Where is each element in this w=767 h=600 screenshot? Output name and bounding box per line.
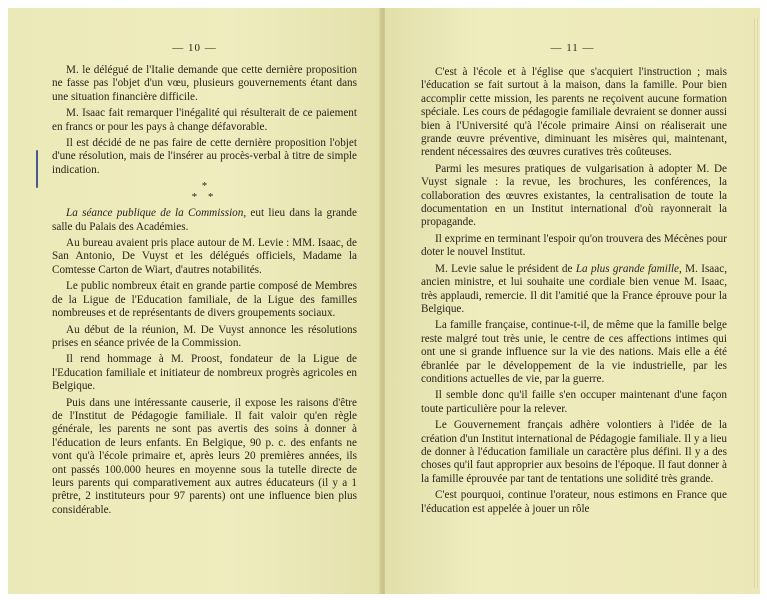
paragraph: Il est décidé de ne pas faire de cette dernière proposition l'objet d'une résolution, mais de l'insérer au procès-verbal à titre de simple indication. (52, 137, 357, 176)
paragraph (421, 263, 727, 317)
paragraph (52, 207, 357, 234)
paragraph: Parmi les mesures pratiques de vulgarisation à adopter M. De Vuyst signale : la revue, les brochures, les conférences, la collaboration des œuvres existantes, la centralisation de toute la documentation en un Institut international d'où rayonnerait la propagande. (421, 162, 727, 229)
paragraph: Au début de la réunion, M. De Vuyst annonce les résolutions prises en séance privée de la Commission. (52, 323, 357, 349)
paragraph-text: eut lieu dans la grande salle du Palais des Académies. (52, 207, 357, 233)
paragraph-text: M. Levie salue le président de (435, 262, 576, 275)
right-page-body (421, 66, 727, 519)
left-page-body (52, 64, 357, 520)
paragraph: Puis dans une intéressante causerie, il expose les raisons d'être de l'Institut de Pédagogie familiale. Il fait valoir qu'en règle générale, les parents ne sont pas avertis des soins à donner à l'éducation de leurs enfants. En Belgique, 90 p. c. des enfants ne vont qu'à l'école primaire et, après leurs 20 premières années, ils ont passés 100.000 heures en moyenne sous la tutelle directe de leurs parents qui comparativement aux autres éducateurs (il y a 1 prêtre, 2 instituteurs pour 97 parents) ont une influence bien plus considérable. (52, 396, 357, 516)
book-spread (8, 8, 760, 594)
paragraph: C'est à l'école et à l'église que s'acquiert l'instruction ; mais l'éducation se fait surtout à la maison, dans la famille. Pour bien accomplir cette mission, les parents ne reçoivent aucune formation spéciale. Les cours de pédagogie familiale devraient se donner aussi bien à l'Université qu'à l'école primaire Ainsi on réaliserait une grande œuvre préventive, diminuant les misères qui, maintenant, rendent nécessaires des œuvres curatives très coûteuses. (421, 66, 727, 159)
italic-title: La plus grande famille, (575, 262, 682, 275)
paragraph: Il rend hommage à M. Proost, fondateur de la Ligue de l'Education familiale et initiateur de nombreux progrès agricoles en Belgique. (52, 353, 357, 393)
asterism-top: * (201, 180, 208, 193)
asterism-bottom: * * (191, 191, 218, 204)
paragraph-text: M. Isaac, ancien ministre, et lui souhaite une cordiale bien venue M. Isaac, très applaudi, remercie. Il dit l'amitié que la France éprouve pour la Belgique. (421, 262, 727, 315)
paragraph: Il exprime en terminant l'espoir qu'on trouvera des Mécènes pour doter le nouvel Institut. (421, 232, 727, 259)
page-number-left: — 10 — (172, 42, 217, 54)
left-page (8, 8, 381, 594)
paragraph: Au bureau avaient pris place autour de M. Levie : MM. Isaac, de San Antonio, De Vuyst et les délégués officiels, Madame la Comtesse Carton de Wiart, d'autres notabilités. (52, 237, 357, 276)
page-edge (754, 18, 760, 588)
paragraph: Le public nombreux était en grande partie composé de Membres de la Ligue de l'Education familiale, de la Ligue des familles nombreuses et de représentants de divers groupements sociaux. (52, 280, 357, 320)
section-separator-asterism (52, 181, 357, 203)
paragraph: C'est pourquoi, continue l'orateur, nous estimons en France que l'éducation est appelée à jouer un rôle (421, 489, 727, 515)
paragraph: Il semble donc qu'il faille s'en occuper maintenant d'une façon toute particulière pour la relever. (421, 389, 727, 415)
italic-heading: La séance publique de la Commission, (66, 207, 247, 220)
right-page (385, 8, 760, 594)
paragraph: Le Gouvernement français adhère volontiers à l'idée de la création d'un Institut international de Pédagogie familiale. Il y a lieu de donner à l'éducation familiale un caractère plus défini. Il y a des choses qu'il faut approprier aux besoins de l'époque. Il faut donner à la famille éprouvée par tant de tentations une solidité très grande. (421, 419, 727, 485)
paragraph: M. Isaac fait remarquer l'inégalité qui résulterait de ce paiement en francs or pour les pays à change défavorable. (52, 107, 357, 133)
paragraph: La famille française, continue-t-il, de même que la famille belge reste malgré tout très unie, le centre de ces affections intimes qui ont une si grande influence sur la vie des nations. Mais elle a été ébranlée par le développement de la vie industrielle, par les conditions actuelles de vie, par la guerre. (421, 319, 727, 385)
paragraph: M. le délégué de l'Italie demande que cette dernière proposition ne fasse pas l'objet d'un vœu, plusieurs gouvernements étant dans une situation financière difficile. (52, 64, 357, 103)
pencil-margin-mark (36, 150, 38, 188)
page-number-right: — 11 — (550, 42, 595, 54)
